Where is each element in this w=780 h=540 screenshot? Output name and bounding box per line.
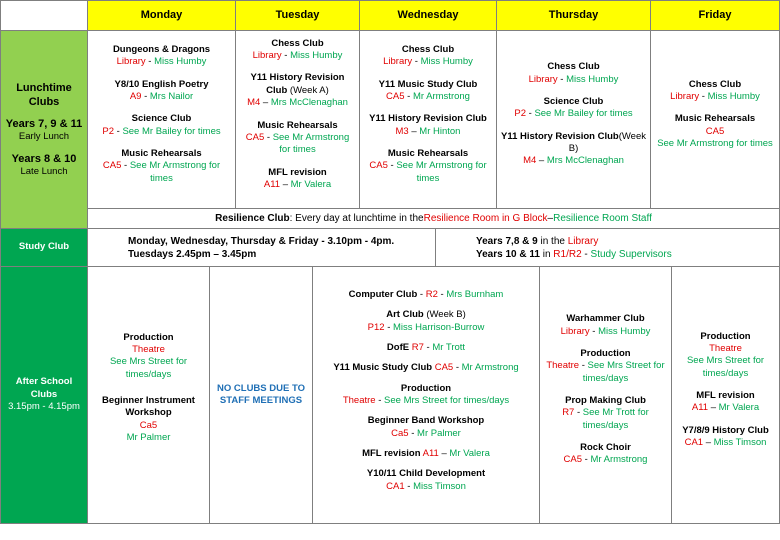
club-item — [264, 167, 331, 192]
club-name — [363, 148, 493, 160]
club-title: Production — [400, 382, 452, 394]
club-item — [543, 395, 668, 432]
club-details — [386, 91, 470, 102]
club-staff: Mrs McClenaghan — [270, 97, 348, 109]
club-staff: Mr Palmer — [417, 427, 461, 439]
club-room: M3 — [395, 125, 409, 137]
resilience-staff: Resilience Room Staff — [553, 213, 652, 224]
club-item — [362, 448, 490, 460]
club-staff: Miss Humby — [566, 73, 619, 85]
club-title: Music Rehearsals — [387, 148, 469, 160]
club-sep: - — [141, 90, 150, 102]
after-thursday — [539, 266, 672, 524]
club-sep: – — [408, 125, 420, 137]
club-item — [369, 113, 487, 138]
club-title: MFL revision — [268, 166, 327, 178]
club-room: Theatre — [342, 395, 376, 406]
club-staff: Mr Valera — [290, 178, 332, 190]
club-name — [264, 167, 331, 179]
club-staff: Mr Trott — [432, 341, 466, 353]
club-name — [561, 313, 651, 325]
club-name — [543, 395, 668, 407]
club-details — [657, 126, 773, 149]
after-tuesday — [209, 266, 313, 524]
club-title: MFL revision — [362, 448, 421, 460]
club-sep: - — [145, 56, 155, 68]
club-staff: See Mr Bailey for times — [534, 108, 633, 120]
club-title: Rock Choir — [580, 442, 631, 454]
club-staff: Mr Armstrong — [461, 362, 519, 374]
resilience-room: Resilience Room in G Block — [423, 213, 548, 224]
club-sep: - — [375, 395, 385, 406]
club-details — [546, 360, 664, 383]
club-room: CA5 — [386, 90, 405, 102]
club-room: R2 — [425, 288, 438, 300]
club-item — [253, 38, 343, 63]
club-item — [675, 331, 776, 380]
club-item — [363, 148, 493, 185]
header-tuesday: Tuesday — [235, 0, 360, 31]
club-sep: - — [387, 160, 397, 172]
club-name — [514, 96, 632, 108]
club-title: Y7/8/9 History Club — [682, 424, 769, 436]
club-name — [343, 383, 509, 395]
club-title: Warhammer Club — [566, 313, 645, 325]
club-staff: See Mrs Street for times/days — [384, 395, 510, 406]
club-note: (Week A) — [287, 84, 329, 96]
club-room: P2 — [102, 125, 114, 137]
club-room: Theatre — [546, 360, 580, 372]
club-name — [500, 131, 647, 156]
club-details — [670, 91, 760, 102]
club-sep: - — [699, 90, 708, 102]
club-item — [115, 79, 209, 104]
resilience-sep: – — [547, 213, 554, 224]
club-staff: See Mr Armstrong for times — [272, 131, 350, 156]
study-title: Study Club — [18, 241, 70, 253]
club-name — [368, 309, 485, 321]
club-details — [391, 428, 461, 439]
club-room: P12 — [367, 321, 385, 333]
header-friday: Friday — [650, 0, 780, 31]
after-friday — [671, 266, 780, 524]
club-item — [91, 148, 232, 185]
club-item — [682, 425, 769, 450]
club-room: Ca5 — [139, 419, 158, 431]
club-name — [115, 79, 209, 91]
lunch-monday — [87, 30, 236, 209]
club-item — [239, 72, 356, 109]
club-item — [368, 309, 485, 334]
no-clubs-notice: NO CLUBS DUE TO STAFF MEETINGS — [217, 382, 305, 406]
after-wednesday — [312, 266, 540, 524]
club-item — [379, 79, 478, 104]
club-room: M4 — [247, 97, 261, 109]
club-room: Library — [116, 56, 146, 68]
club-item — [657, 113, 773, 150]
club-staff: Mr Armstrong — [412, 90, 470, 102]
club-item — [113, 44, 210, 69]
club-title: Y11 Music Study Club — [378, 78, 478, 90]
club-item — [514, 96, 632, 121]
years-early: Years 7, 9 & 11 — [5, 118, 83, 131]
club-title: Science Club — [543, 95, 604, 107]
club-room: Library — [252, 50, 282, 62]
club-name — [333, 362, 518, 373]
club-sep: – — [708, 402, 719, 414]
club-sep: - — [264, 131, 273, 143]
club-staff: See Mr Trott for times/days — [582, 407, 649, 431]
club-details — [523, 155, 624, 166]
club-title: Y11 History Revision Club — [250, 72, 345, 96]
club-details — [386, 481, 466, 492]
club-name — [368, 415, 484, 427]
club-staff: Mr Hinton — [419, 125, 461, 137]
club-title: DofE — [386, 341, 410, 353]
study-club-label — [0, 228, 88, 267]
club-title: Beginner Band Workshop — [367, 415, 485, 427]
club-sep: - — [412, 56, 421, 68]
club-room: R7 — [411, 341, 424, 353]
club-name — [379, 79, 478, 91]
study-in-2: in — [539, 248, 554, 260]
club-title: Chess Club — [688, 78, 742, 90]
study-club-rooms — [435, 228, 780, 267]
club-room: Library — [528, 73, 558, 85]
club-name — [239, 120, 356, 132]
club-details — [343, 395, 509, 406]
club-details — [117, 56, 207, 67]
club-room: CA5 — [434, 362, 454, 374]
club-room: CA1 — [684, 437, 704, 449]
club-details — [564, 454, 648, 465]
club-sep: - — [404, 90, 413, 102]
club-title: Chess Club — [547, 61, 600, 73]
club-sep: - — [453, 362, 462, 374]
club-name — [383, 44, 473, 56]
club-staff: Miss Humby — [707, 90, 760, 102]
years-late: Years 8 & 10 — [11, 152, 77, 165]
club-sep: - — [437, 288, 447, 300]
club-staff: Miss Timson — [413, 480, 466, 492]
study-sep-2: - — [581, 248, 591, 260]
club-item — [529, 61, 619, 86]
study-years-1: Years 7,8 & 9 — [476, 235, 538, 247]
club-room: P2 — [514, 108, 526, 120]
club-title: Beginner Instrument Workshop — [102, 395, 195, 419]
club-staff: Miss Humby — [598, 325, 651, 337]
club-item — [368, 415, 484, 440]
study-days-1: Monday, Wednesday, Thursday & Friday — [128, 235, 319, 247]
after-monday — [87, 266, 210, 524]
club-sep: - — [423, 341, 433, 353]
club-staff: See Mrs Street for times/days — [686, 355, 765, 379]
club-details — [253, 50, 343, 61]
club-details — [396, 126, 461, 137]
club-room: Library — [670, 90, 700, 102]
lunchtime-label — [0, 30, 88, 229]
club-staff: Mr Armstrong — [590, 454, 648, 466]
club-title: Production — [123, 331, 174, 343]
lunchtime-title: Lunchtime Clubs — [16, 81, 72, 108]
lunch-thursday — [496, 30, 651, 209]
club-title: Chess Club — [271, 37, 324, 49]
club-room: A11 — [263, 178, 281, 190]
club-sep: – — [536, 155, 547, 167]
club-item — [564, 442, 648, 467]
late-lunch: Late Lunch — [20, 166, 68, 178]
club-staff: Mr Valera — [718, 402, 760, 414]
club-room: CA5 — [245, 131, 265, 143]
club-item — [543, 348, 668, 385]
resilience-text: : Every day at lunchtime in the — [289, 213, 424, 224]
header-monday: Monday — [87, 0, 236, 31]
resilience-club-row — [87, 208, 780, 229]
club-details — [514, 108, 632, 119]
club-sep: – — [438, 448, 450, 460]
club-details — [685, 437, 767, 448]
club-room: CA5 — [102, 160, 122, 172]
club-item — [91, 395, 206, 444]
club-room: R7 — [562, 407, 575, 419]
club-room: M4 — [523, 155, 537, 167]
club-staff: Miss Harrison-Burrow — [393, 321, 485, 333]
club-title: Music Rehearsals — [257, 119, 338, 131]
club-sep: - — [589, 325, 599, 337]
club-title: Y10/11 Child Development — [366, 468, 486, 480]
club-sep: - — [525, 108, 535, 120]
club-staff: See Mr Armstrong for times — [396, 160, 487, 184]
club-room: Library — [383, 56, 413, 68]
club-title: Y11 History Revision Club — [500, 130, 619, 142]
club-details — [368, 322, 485, 333]
club-staff: See Mr Armstrong for times — [129, 160, 221, 184]
club-title: Computer Club — [348, 288, 418, 300]
club-item — [343, 383, 509, 408]
club-name — [367, 468, 485, 480]
club-title: Dungeons & Dragons — [112, 43, 211, 55]
club-details — [529, 74, 619, 85]
club-sep: - — [579, 360, 588, 372]
after-school-title: After School Clubs — [15, 376, 73, 400]
club-room: A9 — [129, 90, 142, 102]
club-name — [543, 348, 668, 360]
club-staff: Mr Valera — [449, 448, 490, 460]
header-wednesday: Wednesday — [359, 0, 497, 31]
club-title: Art Club — [386, 309, 424, 321]
club-staff: See Mrs Street for times/days — [582, 360, 665, 384]
club-staff: Mr Palmer — [126, 432, 171, 444]
club-details — [247, 97, 348, 108]
club-room: Library — [560, 325, 590, 337]
club-name — [91, 395, 206, 420]
club-item — [349, 289, 504, 301]
club-name — [657, 113, 773, 125]
club-item — [500, 131, 647, 168]
club-sep: - — [113, 125, 123, 137]
club-sep: - — [582, 454, 591, 466]
early-lunch: Early Lunch — [18, 131, 70, 143]
club-sep: – — [703, 437, 714, 449]
club-name — [91, 148, 232, 160]
club-title: Music Rehearsals — [121, 148, 202, 160]
club-sep: - — [384, 321, 394, 333]
club-title: Chess Club — [401, 43, 455, 55]
after-school-time: 3.15pm - 4.15pm — [8, 401, 80, 413]
lunch-wednesday — [359, 30, 497, 209]
header-thursday: Thursday — [496, 0, 651, 31]
club-title: Y8/10 English Poetry — [114, 78, 209, 90]
study-time-2: 2.45pm – 3.45pm — [173, 248, 257, 260]
study-staff-2: Study Supervisors — [590, 248, 672, 260]
club-item — [670, 79, 760, 104]
study-years-2: Years 10 & 11 — [476, 248, 540, 260]
corner-cell — [0, 0, 88, 31]
club-details — [246, 132, 350, 155]
club-name — [670, 79, 760, 91]
club-room: CA5 — [563, 454, 582, 466]
club-title: Music Rehearsals — [674, 113, 756, 125]
club-item — [383, 44, 473, 69]
club-details — [692, 402, 759, 413]
club-details — [562, 407, 649, 430]
club-title: Y11 History Revision Club — [369, 113, 487, 125]
club-item — [367, 468, 485, 493]
club-name — [369, 113, 487, 125]
club-sep: – — [260, 97, 271, 109]
club-name — [91, 332, 206, 344]
club-item — [692, 390, 759, 415]
club-name — [564, 442, 648, 454]
club-title: Y11 Music Study Club — [333, 362, 433, 374]
lunch-friday — [650, 30, 780, 209]
club-item — [239, 120, 356, 157]
club-details — [561, 326, 651, 337]
club-sep: - — [408, 427, 418, 439]
club-room: A11 — [422, 448, 439, 460]
club-name — [362, 448, 490, 459]
club-note: (Week B) — [423, 309, 466, 321]
club-name — [253, 38, 343, 50]
club-sep: - — [404, 480, 414, 492]
club-name — [529, 61, 619, 73]
club-staff: See Mrs Street for times/days — [109, 356, 188, 380]
study-time-1: - 3.10pm - 4pm. — [318, 235, 395, 247]
club-staff: See Mr Armstrong for times — [657, 138, 773, 150]
club-title: Production — [580, 347, 631, 359]
study-days-2: Tuesdays — [128, 248, 174, 260]
club-item — [333, 362, 518, 374]
study-room-1: Library — [567, 235, 599, 247]
club-staff: Miss Humby — [154, 56, 207, 68]
club-title: Science Club — [131, 113, 192, 125]
club-staff: Miss Timson — [713, 437, 767, 449]
club-room: CA5 — [369, 160, 388, 172]
club-room: CA1 — [386, 480, 405, 492]
study-in-1: in the — [537, 235, 568, 247]
club-staff: Mrs McClenaghan — [546, 155, 624, 167]
club-name — [387, 342, 465, 353]
club-name — [102, 113, 220, 125]
lunch-tuesday — [235, 30, 360, 209]
club-room: Theatre — [132, 343, 165, 355]
club-details — [103, 160, 220, 183]
club-item — [102, 113, 220, 138]
club-room: Theatre — [709, 342, 742, 354]
club-details — [264, 179, 331, 190]
after-school-label — [0, 266, 88, 524]
club-name — [349, 289, 504, 300]
club-title: Prop Making Club — [565, 395, 646, 406]
study-club-times — [87, 228, 436, 267]
club-details — [383, 56, 473, 67]
club-staff: See Mr Bailey for times — [122, 125, 221, 137]
study-room-2: R1/R2 — [553, 248, 582, 260]
club-name — [113, 44, 210, 56]
club-staff: Miss Humby — [420, 56, 473, 68]
club-staff: Miss Humby — [290, 50, 343, 62]
resilience-label: Resilience Club — [215, 213, 290, 224]
club-title: MFL revision — [696, 390, 755, 401]
club-details — [102, 126, 220, 137]
club-sep: - — [417, 288, 426, 300]
club-item — [91, 332, 206, 381]
club-item — [561, 313, 651, 338]
club-sep: - — [281, 50, 291, 62]
club-name — [239, 72, 356, 97]
club-details — [369, 160, 486, 183]
club-title: Production — [700, 330, 751, 342]
club-details — [130, 91, 193, 102]
club-room: Ca5 — [391, 427, 409, 439]
club-staff: Mrs Nailor — [149, 90, 194, 102]
club-sep: - — [121, 160, 130, 172]
club-staff: Mrs Burnham — [446, 288, 504, 300]
club-note: (Week B) — [568, 130, 646, 155]
club-item — [387, 342, 465, 354]
club-sep: - — [574, 407, 583, 419]
club-room: CA5 — [705, 125, 725, 137]
club-room: A11 — [691, 402, 709, 414]
club-sep: - — [557, 73, 567, 85]
club-sep: – — [280, 178, 291, 190]
